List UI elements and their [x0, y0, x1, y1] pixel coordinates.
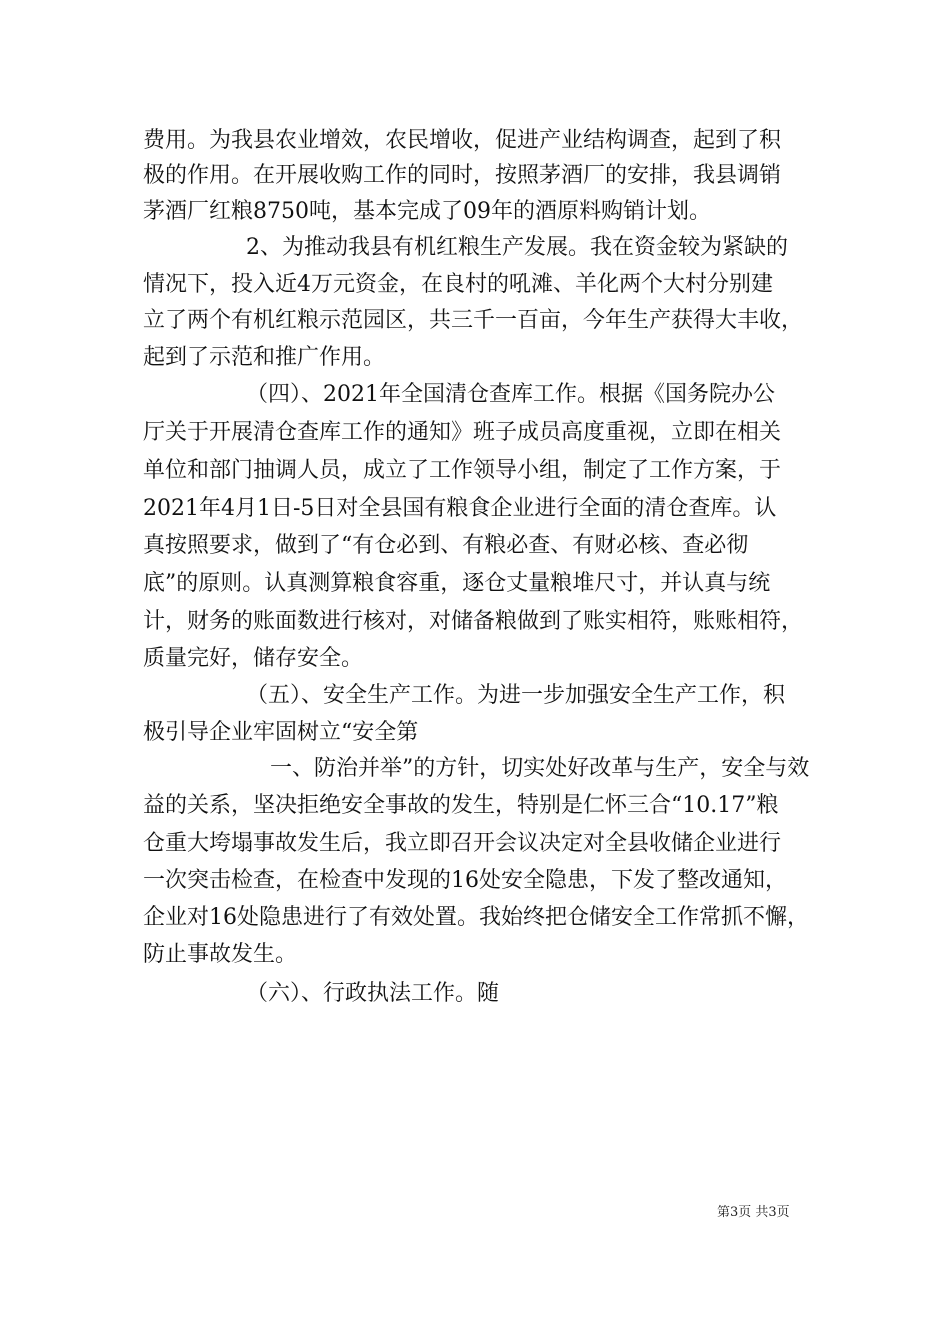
text-line: 益的关系，坚决拒绝安全事故的发生，特别是仁怀三合“10.17”粮	[143, 793, 779, 818]
text-line: 计，财务的账面数进行核对，对储备粮做到了账实相符，账账相符，	[143, 609, 804, 634]
text-line: 2021年4月1日-5日对全县国有粮食企业进行全面的清仓查库。认	[143, 496, 777, 521]
text-line: 情况下，投入近4万元资金，在良村的吼滩、羊化两个大村分别建	[143, 272, 773, 297]
text-line: 茅酒厂红粮8750吨，基本完成了09年的酒原料购销计划。	[143, 199, 711, 224]
text-line: 真按照要求，做到了“有仓必到、有粮必查、有财必核、查必彻	[143, 533, 749, 558]
text-line: （四）、2021年全国清仓查库工作。根据《国务院办公	[246, 382, 775, 407]
text-line: 极的作用。在开展收购工作的同时，按照茅酒厂的安排，我县调销	[143, 163, 782, 188]
text-line: 仓重大垮塌事故发生后，我立即召开会议决定对全县收储企业进行	[143, 831, 782, 856]
text-line: （五）、安全生产工作。为进一步加强安全生产工作，积	[246, 683, 786, 708]
text-line: 一、防治并举”的方针，切实处好改革与生产，安全与效	[270, 756, 810, 781]
text-line: 厅关于开展清仓查库工作的通知》班子成员高度重视，立即在相关	[143, 420, 782, 445]
text-line: 防止事故发生。	[143, 942, 298, 967]
text-line: 起到了示范和推广作用。	[143, 345, 386, 370]
text-line: 立了两个有机红粮示范园区，共三千一百亩，今年生产获得大丰收，	[143, 308, 804, 333]
text-line: 一次突击检查，在检查中发现的16处安全隐患，下发了整改通知，	[143, 868, 787, 893]
text-line: 底”的原则。认真测算粮食容重，逐仓丈量粮堆尺寸，并认真与统	[143, 571, 771, 596]
text-line: 费用。为我县农业增效，农民增收，促进产业结构调查，起到了积	[143, 128, 782, 153]
text-line: 质量完好，储存安全。	[143, 646, 364, 671]
text-line: 单位和部门抽调人员，成立了工作领导小组，制定了工作方案，于	[143, 458, 782, 483]
page-number: 第3页 共3页	[717, 1205, 790, 1220]
text-line: （六）、行政执法工作。随	[246, 981, 500, 1006]
text-line: 2、为推动我县有机红粮生产发展。我在资金较为紧缺的	[246, 235, 788, 260]
text-line: 企业对16处隐患进行了有效处置。我始终把仓储安全工作常抓不懈，	[143, 905, 809, 930]
text-line: 极引导企业牢固树立“安全第	[143, 720, 419, 745]
